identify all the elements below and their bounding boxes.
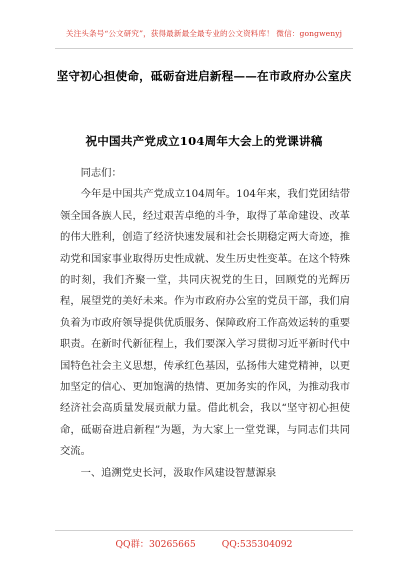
footer-qq: QQ:535304092 <box>221 539 293 550</box>
section-heading: 一、追溯党史长河，汲取作风建设智慧源泉 <box>80 466 277 479</box>
header-divider <box>55 48 353 49</box>
footer-qq-group: QQ群：30265665 <box>115 539 196 550</box>
body-paragraph: 今年是中国共产党成立104周年。104年来，我们党团结带领全国各族人民，经过艰苦卓绝的斗争，取得了革命建设、改革的伟大胜利，创造了经济快速发展和社会长期稳定两大奇迹，推动党和国家事业取得历史性成就、发生历史性变革。在这个特殊的时刻，我们齐聚一堂，共同庆祝党的生日，回顾党的光辉历程，展望党的美好未来。作为市政府办公室的党员干部，我们肩负着为市政府领导提供优质服务、保障政府工作高效运转的重要职责。在新时代新征程上，我们要深入学习贯彻习近平新时代中国特色社会主义思想，传承红色基因，弘扬伟大建党精神，以更加坚定的信心、更加饱满的热情、更加务实的作风，为推动我市经济社会高质量发展贡献力量。借此机会，我以“坚守初心担使命，砥砺奋进启新程”为题，为大家上一堂党课，与同志们共同交流。 <box>60 188 350 458</box>
document-title-line-2: 祝中国共产党成立104周年大会上的党课讲稿 <box>85 134 323 148</box>
footer-divider <box>55 530 353 531</box>
greeting: 同志们： <box>80 167 122 179</box>
document-title-line-1: 坚守初心担使命，砥砺奋进启新程——在市政府办公室庆 <box>56 69 352 83</box>
header-notice: 关注头条号“公文研究”，获得最新最全最专业的公文资料库！ 微信：gongwenyj <box>65 29 343 38</box>
document-body <box>60 163 350 484</box>
footer <box>0 536 408 550</box>
